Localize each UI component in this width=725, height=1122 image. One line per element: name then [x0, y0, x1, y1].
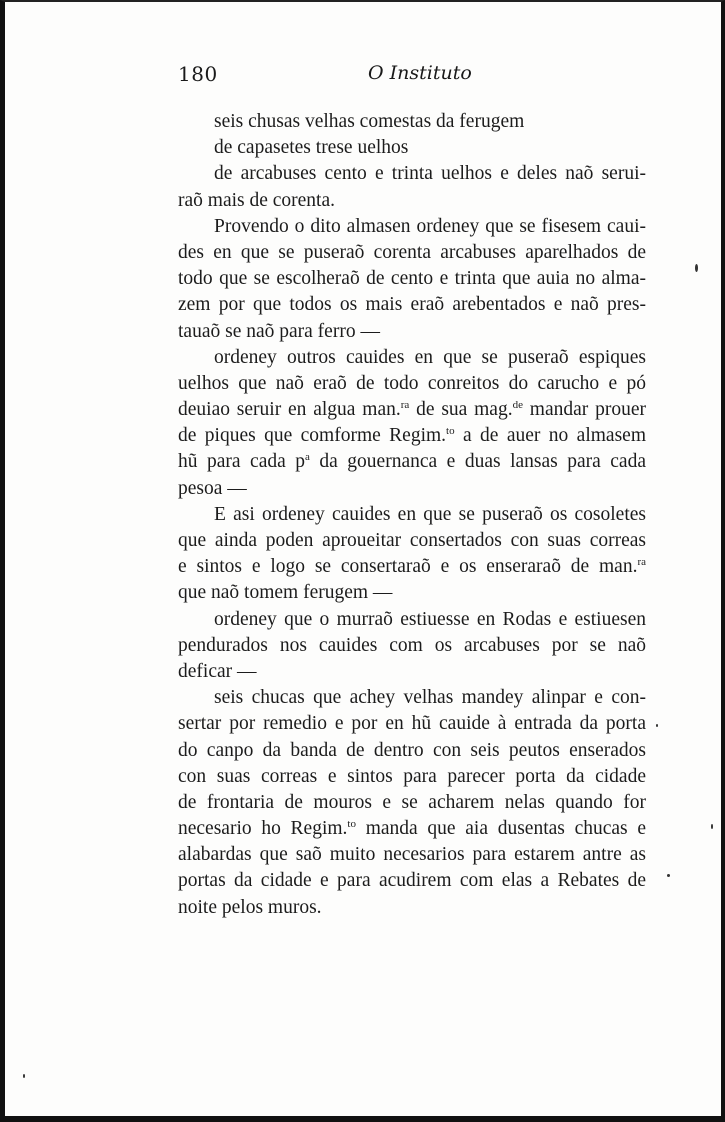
- text-line: ordeney outros cauides en que se puseraõ espiques: [214, 346, 646, 368]
- text-line: necesario ho Regim.$^{to}$ manda que aia dusentas chucas e: [178, 818, 646, 840]
- text-line: portas da cidade e para acudirem com elas a Rebates de: [178, 870, 646, 892]
- text-line: e sintos e logo se consertaraõ e os enseraraõ de man.$^{ra}$: [178, 556, 646, 578]
- text-line: de frontaria de mouros e se acharem nelas quando for: [178, 791, 646, 813]
- text-line: alabardas que saõ muito necesarios para estarem antre as: [178, 844, 646, 866]
- text-line: de capasetes trese uelhos: [214, 137, 409, 159]
- scan-speck: [667, 874, 670, 877]
- text-line: que ainda poden aproueitar consertados con suas correas: [178, 530, 646, 551]
- text-line: E asi ordeney cauides en que se puseraõ os cosoletes: [214, 503, 646, 525]
- text-line: noite pelos muros.: [178, 896, 322, 918]
- text-line: deuiao seruir en algua man.$^{ra}$ de sua mag.$^{de}$ mandar prouer: [178, 399, 646, 421]
- scan-speck: [695, 264, 698, 272]
- text-line: des en que se puseraõ corenta arcabuses aparelhados de: [178, 241, 646, 263]
- text-line: de piques que comforme Regim.$^{to}$ a de auer no almasem: [178, 425, 646, 447]
- running-title: O Instituto: [368, 62, 472, 84]
- text-line: ordeney que o murraõ estiuesse en Rodas e estiuesen: [214, 608, 646, 630]
- text-line: de arcabuses cento e trinta uelhos e deles naõ serui-: [214, 163, 646, 185]
- text-line: seis chusas velhas comestas da ferugem: [214, 111, 525, 132]
- text-line: con suas correas e sintos para parecer porta da cidade: [178, 765, 646, 787]
- text-line: raõ mais de corenta.: [178, 189, 336, 211]
- text-line: tauaõ se naõ para ferro —: [178, 320, 380, 342]
- text-line: Provendo o dito almasen ordeney que se fisesem caui-: [214, 215, 646, 237]
- scan-speck: [711, 824, 713, 829]
- text-line: zem por que todos os mais eraõ arebentados e naõ pres-: [178, 294, 646, 316]
- text-line: que naõ tomem ferugem —: [178, 582, 393, 604]
- text-line: sertar por remedio e por en hũ cauide à entrada da porta: [178, 713, 646, 735]
- body-text: [178, 109, 646, 921]
- scan-speck: [23, 1074, 25, 1078]
- text-line: seis chucas que achey velhas mandey alinpar e con-: [214, 687, 646, 709]
- page-number: 180: [178, 62, 218, 86]
- text-line: do canpo da banda de dentro con seis peutos enserados: [178, 739, 646, 761]
- text-line: pesoa —: [178, 477, 247, 499]
- text-line: uelhos que naõ eraõ de todo conreitos do carucho e pó: [178, 372, 646, 394]
- text-line: pendurados nos cauides com os arcabuses por se naõ: [178, 634, 646, 656]
- text-line: deficar —: [178, 660, 257, 682]
- page-header: [178, 62, 648, 94]
- text-line: todo que se escolheraõ de cento e trinta que auia no alma-: [178, 268, 646, 290]
- text-line: hũ para cada $p^a$ da gouernanca e duas lansas para cada: [178, 451, 646, 473]
- scan-speck: [656, 724, 658, 727]
